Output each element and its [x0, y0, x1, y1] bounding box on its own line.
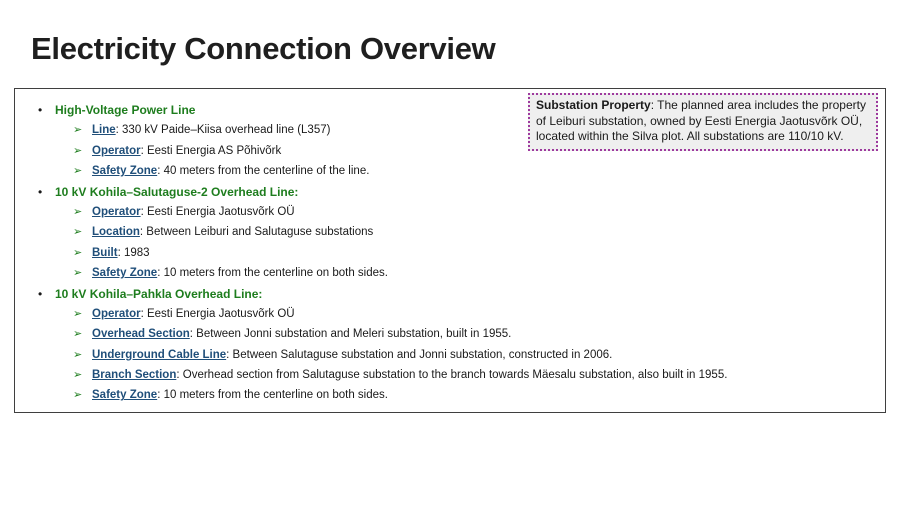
list-item — [15, 345, 885, 365]
item-label: Operator — [92, 144, 141, 157]
arrow-bullet-icon: ➢ — [73, 389, 83, 402]
item-label: Underground Cable Line — [92, 348, 227, 361]
list-item — [15, 324, 885, 344]
item-label: Location — [92, 226, 140, 239]
section-heading: High-Voltage Power Line — [55, 103, 196, 117]
arrow-bullet-icon: ➢ — [73, 165, 83, 178]
section-heading-row — [15, 182, 885, 202]
item-text: : Eesti Energia Jaotusvõrk OÜ — [140, 307, 295, 320]
note-text: : The planned area includes the property of Leiburi substation, owned by Eesti Energia Jaotusvõrk OÜ, located within the Silva plot. All substations are 110/10 kV. — [536, 98, 866, 144]
item-label: Overhead Section — [92, 328, 190, 341]
arrow-bullet-icon: ➢ — [73, 267, 83, 280]
list-item — [15, 365, 885, 385]
bullet-icon: • — [38, 103, 43, 117]
arrow-bullet-icon: ➢ — [73, 348, 83, 361]
arrow-bullet-icon: ➢ — [73, 226, 83, 239]
list-item — [15, 161, 885, 181]
list-item — [15, 304, 885, 324]
arrow-bullet-icon: ➢ — [73, 307, 83, 320]
item-text: : Between Leiburi and Salutaguse substations — [139, 226, 374, 239]
item-label: Safety Zone — [92, 267, 158, 280]
arrow-bullet-icon: ➢ — [73, 124, 83, 137]
item-text: : 10 meters from the centerline on both sides. — [157, 389, 388, 402]
item-label: Branch Section — [92, 369, 177, 382]
item-text: : 40 meters from the centerline of the line. — [157, 165, 370, 178]
list-item — [15, 222, 885, 242]
list-item — [15, 243, 885, 263]
item-text: : Eesti Energia AS Põhivõrk — [140, 144, 282, 157]
item-text: : 10 meters from the centerline on both sides. — [157, 267, 388, 280]
item-text: : Eesti Energia Jaotusvõrk OÜ — [140, 205, 295, 218]
arrow-bullet-icon: ➢ — [73, 328, 83, 341]
item-text: : 1983 — [117, 246, 150, 259]
list-item — [15, 202, 885, 222]
bullet-icon: • — [38, 286, 43, 301]
section-heading-row — [15, 284, 885, 304]
item-text: : Between Jonni substation and Meleri substation, built in 1955. — [189, 328, 512, 341]
section-heading: 10 kV Kohila–Salutaguse-2 Overhead Line: — [55, 184, 299, 199]
arrow-bullet-icon: ➢ — [73, 369, 83, 382]
item-text: : Between Salutaguse substation and Jonni substation, constructed in 2006. — [226, 348, 613, 361]
item-text: : Overhead section from Salutaguse substation to the branch towards Mäesalu substation, also built in 1955. — [176, 369, 728, 382]
note-label: Substation Property — [536, 98, 651, 112]
bullet-icon: • — [38, 184, 43, 199]
item-label: Built — [92, 246, 118, 259]
item-text: : 330 kV Paide–Kiisa overhead line (L357) — [115, 124, 331, 137]
item-label: Line — [92, 124, 116, 137]
arrow-bullet-icon: ➢ — [73, 205, 83, 218]
arrow-bullet-icon: ➢ — [73, 144, 83, 157]
list-item — [15, 263, 885, 283]
section-heading: 10 kV Kohila–Pahkla Overhead Line: — [55, 286, 263, 301]
item-label: Operator — [92, 307, 141, 320]
item-label: Safety Zone — [92, 389, 158, 402]
item-label: Safety Zone — [92, 165, 158, 178]
item-label: Operator — [92, 205, 141, 218]
arrow-bullet-icon: ➢ — [73, 246, 83, 259]
list-item — [15, 385, 885, 405]
substation-property-note — [528, 93, 878, 151]
page-title: Electricity Connection Overview — [31, 31, 496, 66]
